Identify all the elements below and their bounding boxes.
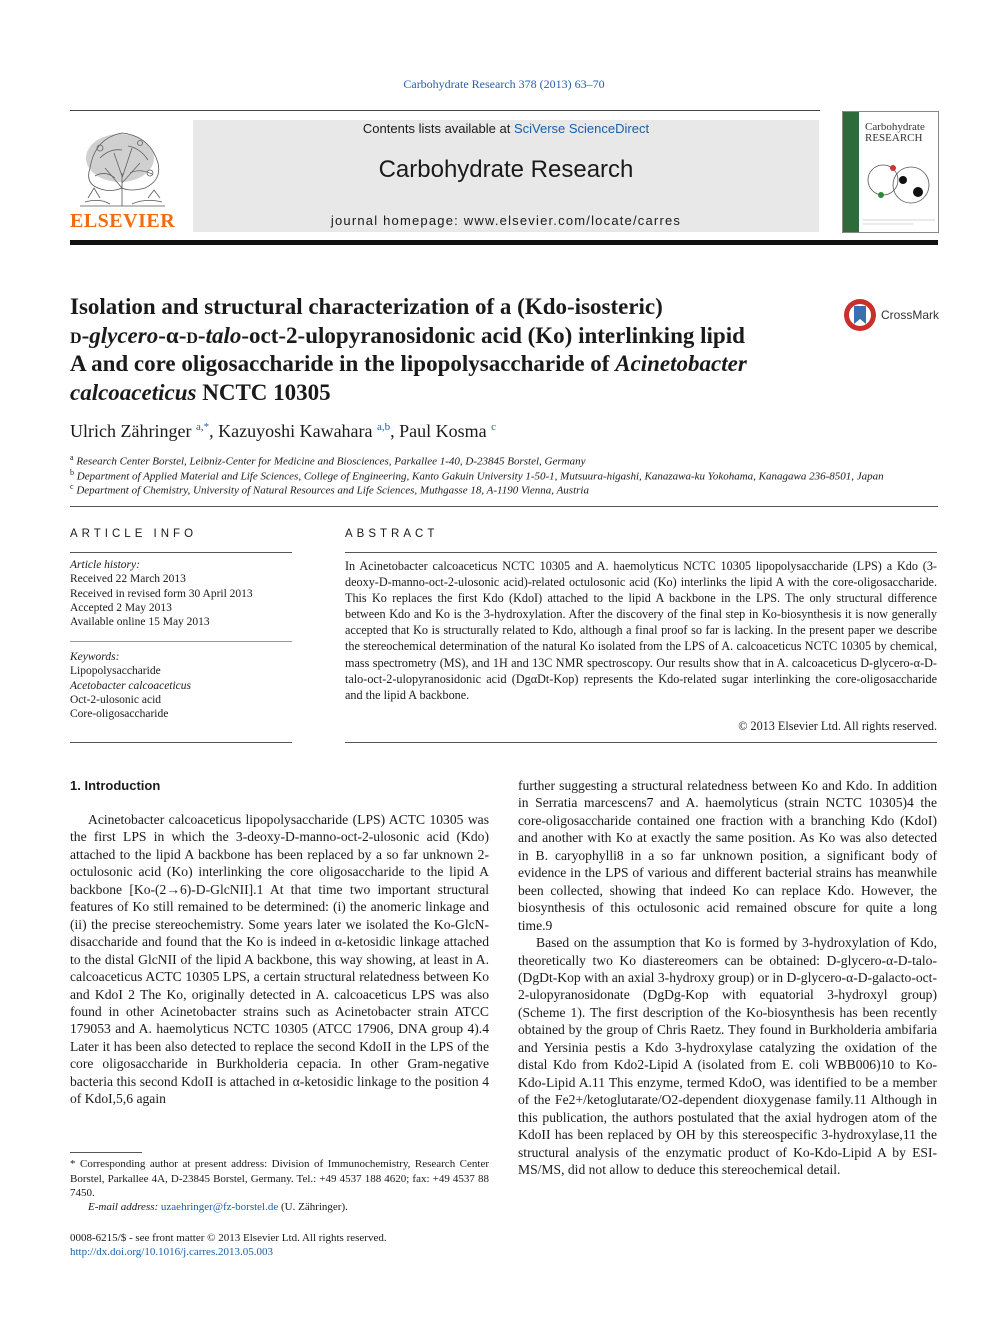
affiliation — [70, 482, 938, 497]
affiliation-text: Research Center Borstel, Leibniz-Center for Medicine and Biosciences, Parkallee 1-40, D-23845 Borstel, Germany — [76, 455, 586, 468]
body-column-right — [518, 777, 937, 1178]
affiliation — [70, 453, 938, 468]
info-divider — [70, 641, 292, 642]
history-item: Accepted 2 May 2013 — [70, 601, 172, 614]
affiliation-marker: b — [70, 468, 74, 477]
abstract-bottom-rule — [345, 742, 937, 743]
corresponding-author-note: * Corresponding author at present address: Division of Immunochemistry, Research Center Borstel, Parkallee 4A, D-23845 Borstel, Germany. Tel.: +49 4537 188 4620; fax: +49 4537 88 7450. — [70, 1158, 489, 1199]
abstract-heading: ABSTRACT — [345, 528, 439, 540]
keyword-item: Core-oligosaccharide — [70, 708, 169, 721]
article-history — [70, 558, 292, 629]
author-affil-sup[interactable]: c — [491, 421, 497, 433]
elsevier-wordmark: ELSEVIER — [70, 210, 176, 232]
article-info-bottom-rule — [70, 742, 292, 743]
sciencedirect-link[interactable]: SciVerse ScienceDirect — [513, 121, 650, 136]
journal-homepage[interactable]: journal homepage: www.elsevier.com/locate/carres — [330, 213, 682, 228]
cover-title: Carbohydrate RESEARCH — [865, 121, 925, 144]
affiliation-marker: c — [70, 482, 74, 491]
abstract-copyright: © 2013 Elsevier Ltd. All rights reserved. — [738, 719, 937, 733]
history-item: Received in revised form 30 April 2013 — [70, 587, 253, 600]
journal-cover-thumbnail — [842, 111, 939, 233]
affiliation-text: Department of Chemistry, University of Natural Resources and Life Sciences, Muthgasse 18, A-1190 Vienna, Austria — [76, 484, 589, 497]
article-info-heading: ARTICLE INFO — [70, 528, 198, 540]
affiliation-marker: a — [70, 453, 74, 462]
issn-line: 0008-6215/$ - see front matter © 2013 Elsevier Ltd. All rights reserved. — [70, 1232, 387, 1244]
author-name[interactable]: Ulrich Zähringer — [70, 421, 192, 441]
email-label: E-mail address: — [88, 1201, 161, 1213]
history-item: Available online 15 May 2013 — [70, 616, 210, 629]
keywords — [70, 650, 292, 721]
cover-artwork — [863, 150, 935, 230]
author-name[interactable]: Kazuyoshi Kawahara — [218, 421, 373, 441]
author-affil-sup[interactable]: a,* — [195, 421, 210, 433]
history-item: Received 22 March 2013 — [70, 573, 186, 586]
article-title: Isolation and structural characterization of a (Kdo-isosteric) d-glycero-α-d-talo-oct-2-ulopyranosidonic acid (Ko) interlinking lipid A and core oligosaccharide in the lipopolysaccharide of Acinetobacter calcoaceticus NCTC 10305 — [70, 294, 747, 405]
keywords-label: Keywords: — [70, 651, 120, 663]
doi-link[interactable]: http://dx.doi.org/10.1016/j.carres.2013.05.003 — [70, 1246, 273, 1258]
crossmark-label: CrossMark — [881, 308, 940, 322]
contents-prefix: Contents lists available at — [362, 121, 514, 136]
header-separator — [70, 506, 938, 507]
body-paragraph: Acinetobacter calcoaceticus lipopolysaccharide (LPS) ACTC 10305 was the first LPS in which the 3-deoxy-D-manno-oct-2-ulosonic acid (Kdo) attached to the lipid A backbone has been replaced by a so far unknown 2-octulosonic acid (Ko) interlinking the core oligosaccharide to the lipid A backbone [Ko-(2→6)-D-GlcNII].1 At that time two important structural features of Ko still remained to be determined: (i) the anomeric linkage and (ii) the precise stereochemistry. Some years later we isolated the Ko-GlcN-disaccharide and found that the Ko is indeed in α-ketosidic linkage attached to the distal GlcNII of the lipid A backbone, this way showing, at least in A. calcoaceticus ACTC 10305 LPS, a certain structural relatedness between Ko and KdoI 2 The Ko, originally detected in A. calcoaceticus LPS was also found in other Acinetobacter strains such as Acinetobacter strain ATCC 179053 and A. haemolyticus NCTC 10305 (ATCC 17906, DNA group 4).4 Later it has been also detected to replace the second KdoII in the LPS of the core oligosaccharide in Burkholderia cepacia. In other Gram-negative bacteria this second KdoII is attached in α-ketosidic linkage to the position 4 of KdoI,5,6 again — [70, 812, 489, 1107]
journal-title: Carbohydrate Research — [378, 156, 634, 183]
keyword-item: Lipopolysaccharide — [70, 665, 161, 678]
contents-available-line — [193, 121, 819, 136]
author-name[interactable]: Paul Kosma — [399, 421, 487, 441]
body-paragraph: further suggesting a structural relatedness between Ko and Kdo. In addition in Serratia marcescens7 and A. haemolyticus (strain NCTC 10305)4 the core-oligosaccharide contained one fraction with a branching Kdo (KdoI) and another with Ko at exactly the same position. As Ko was also detected in B. caryophylli8 in a so far unknown position, a significant body of evidence in the LPS of various and different bacterial strains has meanwhile been collected, showing that indeed Ko can replace Kdo. However, the biosynthesis of this octulosonic acid remained obscure for quite a long time.9 — [518, 778, 937, 933]
email-suffix: (U. Zähringer). — [278, 1201, 348, 1213]
email-note — [70, 1200, 489, 1215]
body-column-left — [70, 811, 489, 1108]
history-label: Article history: — [70, 559, 140, 571]
section-heading-introduction: 1. Introduction — [70, 778, 161, 793]
masthead-bottom-rule — [70, 240, 938, 245]
affiliation — [70, 468, 938, 483]
footnote-rule — [70, 1152, 142, 1153]
crossmark-badge[interactable] — [843, 298, 943, 334]
masthead-top-rule — [70, 110, 820, 111]
crossmark-icon — [843, 298, 877, 332]
abstract-rule — [345, 552, 937, 553]
email-link[interactable]: uzaehringer@fz-borstel.de — [160, 1201, 279, 1213]
journal-citation[interactable]: Carbohydrate Research 378 (2013) 63–70 — [403, 77, 605, 91]
author-affil-sup[interactable]: a,b — [377, 421, 391, 433]
body-paragraph: Based on the assumption that Ko is formed by 3-hydroxylation of Kdo, theoretically two Ko diastereomers can be obtained: D-glycero-α-D-talo- (DgDt-Kop with an axial 3-hydroxy group) or in D-glycero-α-D-galacto-oct-2-ulopyranosidonate (DgDg-Kop with equatorial 3-hydroxyl group) (Scheme 1). The first description of the Ko-biosynthesis has been recently obtained by the group of Chris Raetz. They found in Burkholderia ambifaria and Yersinia pestis a Kdo 3-hydroxylase catalyzing the oxidation of the distal Kdo from Kdo2-Lipid A (isolated from E. coli WBB006)10 to Ko-Kdo-Lipid A.11 This enzyme, termed KdoO, was identified to be a member of the Fe2+/ketoglutarate/O2-dependent dioxygenase family.11 Although in this publication, the authors postulated that the axial hydrogen atom of the KdoII has been replaced by OH by this stereospecific 3-hydroxylase,11 the structural analysis of the enzymatic product of Ko-Kdo-Lipid A by ESI-MS/MS, did not allow to deduce this stereochemical detail. — [518, 935, 937, 1177]
affiliation-text: Department of Applied Material and Life Sciences, College of Engineering, Kanto Gakuin University 1-50-1, Mutsuura-higashi, Kanazawa-ku Yokohama, Kanagawa 236-8501, Japan — [76, 470, 884, 483]
author-list: Ulrich Zähringer $^{a,*}$, Kazuyoshi Kawahara $^{a,b}$, Paul Kosma $^c$ — [70, 421, 497, 441]
keyword-item: Oct-2-ulosonic acid — [70, 693, 162, 706]
article-info-rule — [70, 552, 292, 553]
keyword-item: Acetobacter calcoaceticus — [70, 679, 192, 692]
abstract-text: In Acinetobacter calcoaceticus NCTC 10305 and A. haemolyticus NCTC 10305 lipopolysaccharide (LPS) a Kdo (3-deoxy-D-manno-oct-2-ulosonic acid)-related octulosonic acid (Ko) interlinks the lipid A with the core-oligosaccharide. This Ko replaces the first Kdo (KdoI) attached to the lipid A backbone in the LPS. The only structural difference between Kdo and Ko is the 3-hydroxylation. After the discovery of the final step in Ko-biosynthesis it is now generally accepted that Ko is structurally related to Kdo, although a final proof so far is lacking. In the present paper we describe the stereochemical determination of the natural Ko isolated from the LPS of A. calcoaceticus NCTC 10305 by chemical, mass spectrometry (MS), and 1H and 13C NMR spectroscopy. Our results show that in A. calcoaceticus D-glycero-α-D-talo-oct-2-ulopyranosidonic acid (DgαDt-Kop) represents the Kdo-related sugar interlinking the core-oligosaccharide and the lipid A backbone. — [345, 559, 937, 702]
